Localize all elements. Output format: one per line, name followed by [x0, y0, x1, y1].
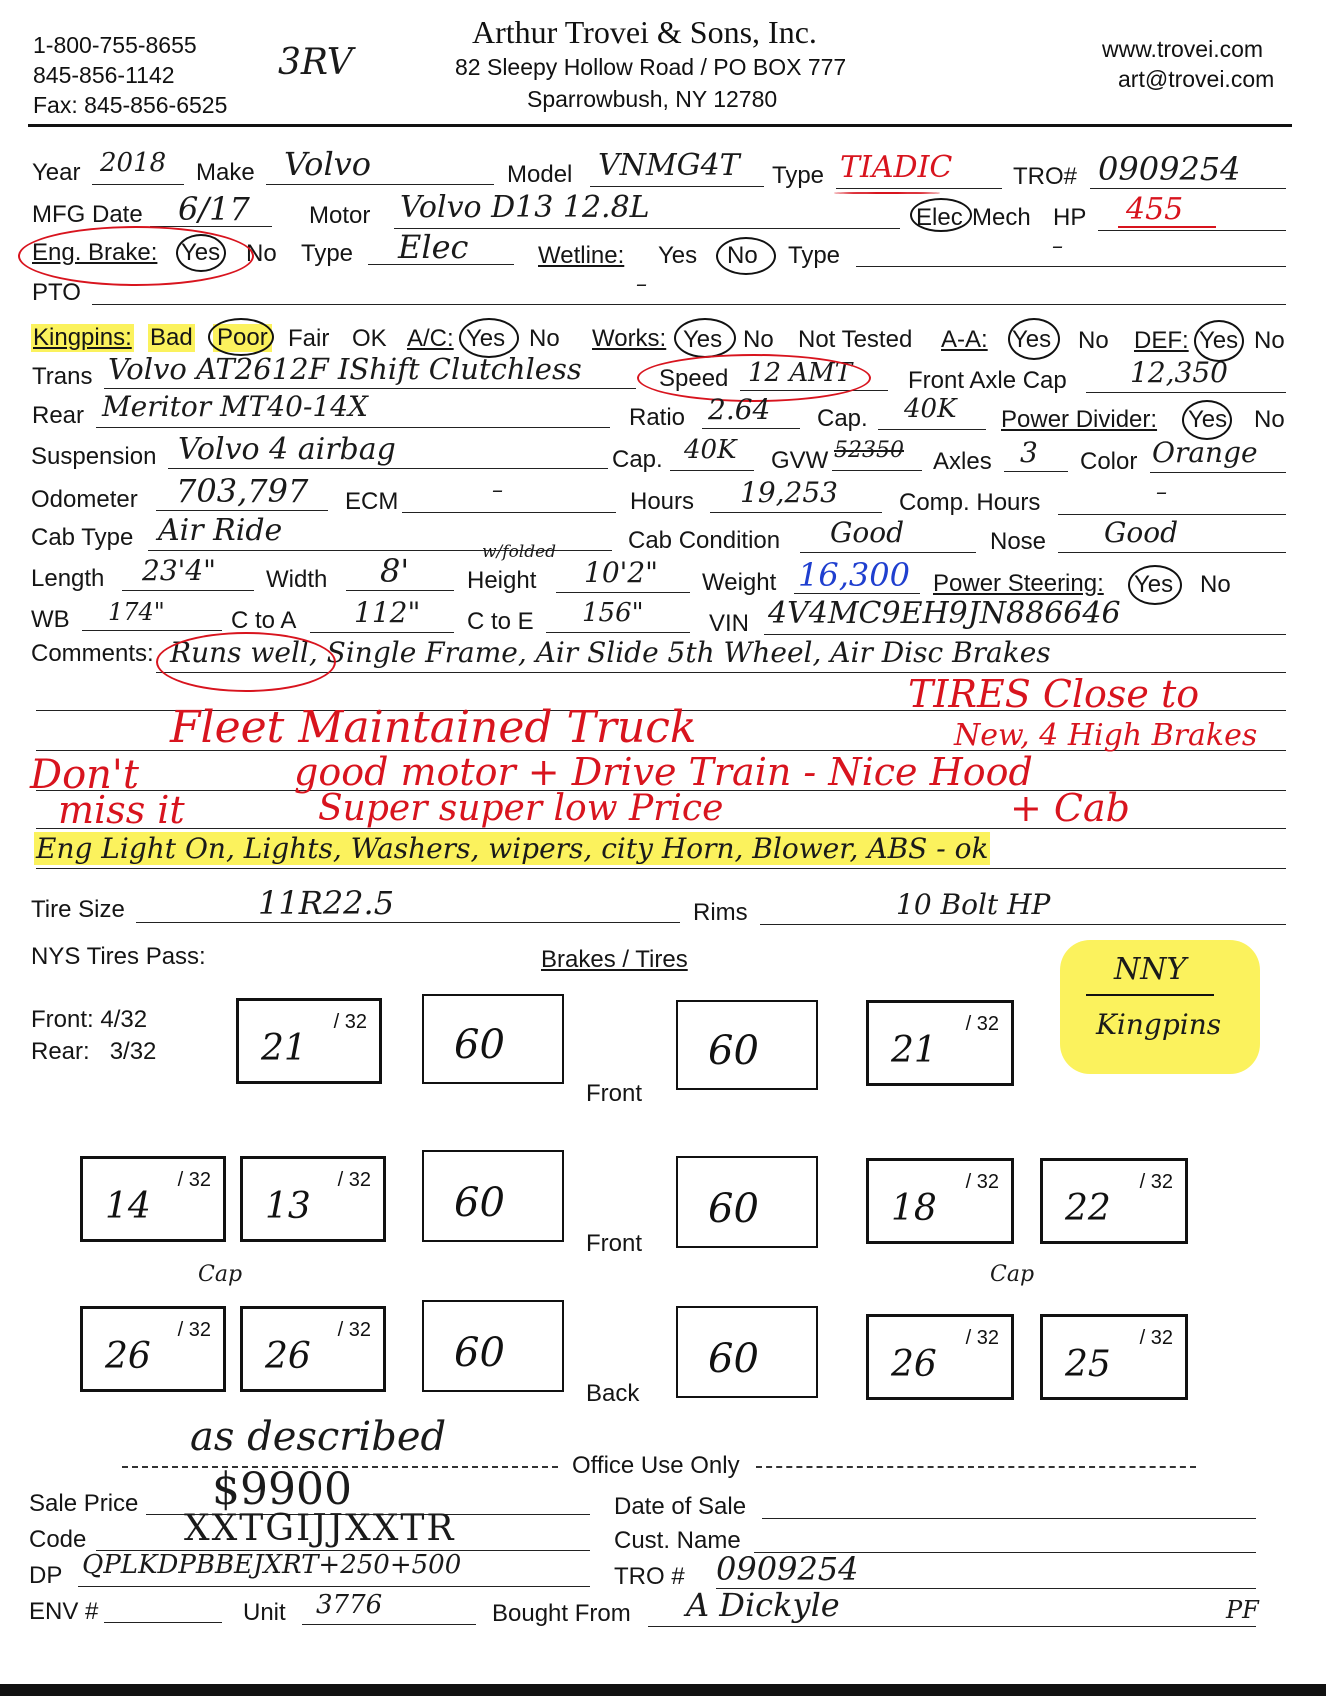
model-value[interactable]: VNMG4T [598, 148, 740, 183]
bought-from-line [648, 1626, 1256, 1627]
works-label: Works: [592, 325, 667, 352]
power-steering-no[interactable]: No [1200, 571, 1231, 598]
weight-value[interactable]: 16,300 [798, 556, 910, 594]
tro-value[interactable]: 0909254 [1098, 150, 1241, 188]
axles-label: Axles [933, 448, 992, 475]
tro-line [1090, 188, 1286, 189]
motor-value[interactable]: Volvo D13 12.8L [400, 190, 650, 225]
tire-box-r3-2[interactable]: / 32 26 [240, 1306, 386, 1392]
type-underline-mark [834, 192, 940, 194]
susp-cap-line [670, 470, 754, 471]
color-line [1150, 472, 1286, 473]
motor-line [394, 228, 900, 229]
hp-label: HP [1053, 204, 1087, 231]
height-value[interactable]: 10'2" [584, 556, 659, 589]
note-dont: Don't [30, 752, 139, 798]
aa-yes[interactable]: Yes [1012, 326, 1052, 353]
speed-value[interactable]: 12 AMT [748, 358, 853, 388]
type-line [836, 188, 1002, 189]
comp-hours-label: Comp. Hours [899, 489, 1041, 516]
phone-1: 1-800-755-8655 [33, 32, 197, 58]
def-no[interactable]: No [1254, 327, 1285, 354]
def-yes[interactable]: Yes [1199, 327, 1239, 354]
power-divider-yes[interactable]: Yes [1188, 406, 1228, 433]
env-label: ENV # [29, 1598, 99, 1625]
eng-brake-type-value[interactable]: Elec [398, 228, 469, 266]
ecm-label: ECM [345, 488, 399, 515]
office-dash-right [756, 1466, 1196, 1468]
tire-box-r2-1[interactable]: / 32 14 [80, 1156, 226, 1242]
works-not-tested[interactable]: Not Tested [798, 326, 913, 353]
hp-line [1098, 230, 1286, 231]
hours-label: Hours [630, 488, 695, 515]
odometer-line [156, 510, 328, 511]
c-to-a-line [310, 632, 454, 633]
page-bottom-edge [0, 1684, 1326, 1696]
color-value[interactable]: Orange [1152, 436, 1258, 469]
rims-value[interactable]: 10 Bolt HP [896, 888, 1051, 921]
weight-label: Weight [702, 569, 777, 596]
cust-name-label: Cust. Name [614, 1527, 741, 1554]
code-label: Code [29, 1526, 87, 1553]
eng-brake-yes[interactable]: Yes [181, 239, 221, 266]
header-divider [28, 124, 1292, 127]
kingpins-poor[interactable]: Poor [213, 324, 272, 352]
power-steering-yes-circle [1128, 565, 1182, 605]
color-label: Color [1080, 448, 1138, 475]
company-name: Arthur Trovei & Sons, Inc. [472, 14, 817, 50]
note-price: Super super low Price [318, 788, 724, 829]
kingpins-label: Kingpins: [33, 324, 132, 351]
pto-label: PTO [32, 279, 81, 306]
suspension-value[interactable]: Volvo 4 airbag [178, 432, 396, 467]
hp-underline-mark [1118, 226, 1216, 228]
wetline-no[interactable]: No [727, 242, 758, 269]
runs-well-red-circle [156, 632, 336, 692]
rims-line [760, 924, 1286, 925]
ecm-line [402, 512, 616, 513]
tire-size-value[interactable]: 11R22.5 [258, 884, 395, 922]
eng-brake-type-label: Type [301, 240, 354, 267]
nose-value[interactable]: Good [1104, 516, 1179, 549]
rear-line [96, 427, 610, 428]
comments-line-6 [36, 868, 1286, 869]
brake-box-r3-left[interactable]: 60 [422, 1300, 564, 1392]
tire-size-line [136, 922, 680, 923]
kingpins-poor-circle [208, 318, 274, 356]
initials-pf: PF [1226, 1596, 1259, 1624]
nys-tires-pass-label: NYS Tires Pass: [31, 943, 206, 970]
nny-underline [1086, 994, 1214, 996]
make-value[interactable]: Volvo [284, 145, 372, 183]
type-value[interactable]: TIADIC [840, 150, 953, 185]
c-to-e-value[interactable]: 156" [582, 598, 644, 628]
def-label: DEF: [1134, 327, 1189, 354]
tire-size-label: Tire Size [31, 896, 125, 923]
cab-condition-label: Cab Condition [628, 527, 781, 554]
aa-label: A-A: [941, 326, 988, 353]
initials-note: 3RV [278, 42, 353, 83]
motor-label: Motor [309, 202, 371, 229]
brake-box-r3-right[interactable]: 60 [676, 1306, 818, 1398]
year-line [92, 184, 184, 185]
sale-price-label: Sale Price [29, 1490, 139, 1517]
trans-label: Trans [32, 363, 93, 390]
tire-box-r2-6[interactable]: / 32 22 [1040, 1158, 1188, 1244]
note-new-brakes: New, 4 High Brakes [954, 718, 1258, 753]
c-to-a-value[interactable]: 112" [354, 596, 421, 629]
pto-value[interactable]: – [636, 272, 647, 297]
model-line [590, 186, 764, 187]
rear-value[interactable]: Meritor MT40-14X [102, 390, 368, 423]
aa-yes-circle [1008, 318, 1060, 360]
tire-box-front-left[interactable]: / 32 21 [236, 998, 382, 1084]
dp-value[interactable]: QPLKDPBBEJXRT+250+500 [82, 1550, 462, 1580]
width-line [346, 590, 454, 591]
wetline-type-label: Type [788, 242, 841, 269]
rear-cap-value[interactable]: 40K [904, 394, 957, 424]
rear-cap-label: Cap. [817, 405, 868, 432]
rear-cap-line [878, 429, 986, 430]
front-axle-cap-label: Front Axle Cap [908, 367, 1067, 394]
sale-price-value[interactable]: $9900 [212, 1464, 352, 1515]
unit-value[interactable]: 3776 [316, 1590, 383, 1620]
nny-note: NNY [1114, 952, 1187, 987]
note-cab: + Cab [1010, 786, 1130, 830]
odometer-value[interactable]: 703,797 [176, 472, 309, 510]
eng-brake-label: Eng. Brake: [32, 239, 158, 266]
c-to-e-line [546, 632, 690, 633]
row1-front-label: Front [586, 1080, 643, 1107]
power-steering-label: Power Steering: [933, 570, 1104, 597]
power-divider-no[interactable]: No [1254, 406, 1285, 433]
wetline-no-circle [716, 237, 776, 275]
code-value[interactable]: XXTGIJJXXTR [184, 1508, 456, 1549]
note-fleet: Fleet Maintained Truck [170, 702, 697, 753]
mfg-date-value[interactable]: 6/17 [178, 190, 250, 228]
wetline-type-value[interactable]: – [1052, 234, 1063, 259]
width-value[interactable]: 8' [380, 552, 410, 590]
note-tires: TIRES Close to [908, 672, 1200, 716]
make-line [266, 184, 494, 185]
tro-label: TRO# [1013, 163, 1078, 190]
unit-label: Unit [243, 1599, 286, 1626]
make-label: Make [196, 159, 255, 186]
hp-value[interactable]: 455 [1126, 192, 1184, 227]
company-address-1: 82 Sleepy Hollow Road / PO BOX 777 [455, 54, 847, 80]
cab-condition-line [800, 552, 976, 553]
rims-label: Rims [693, 899, 748, 926]
cab-condition-value[interactable]: Good [830, 516, 905, 549]
dp-line [78, 1586, 590, 1587]
nny-kingpins: Kingpins [1096, 1008, 1222, 1041]
tire-box-r3-5[interactable]: / 32 26 [866, 1314, 1014, 1400]
wb-value[interactable]: 174" [108, 598, 165, 626]
susp-cap-value[interactable]: 40K [684, 435, 737, 465]
gvw-line [832, 470, 922, 471]
height-line [556, 592, 690, 593]
vin-line [764, 634, 1286, 635]
works-no[interactable]: No [743, 326, 774, 353]
wetline-type-line [856, 266, 1286, 267]
mfg-date-label: MFG Date [32, 201, 143, 228]
vin-label: VIN [709, 610, 750, 637]
tire-box-r3-1[interactable]: / 32 26 [80, 1306, 226, 1392]
kingpins-fair[interactable]: Fair [288, 325, 330, 352]
front-requirement: Front: 4/32 [31, 1006, 148, 1033]
company-website: www.trovei.com [1102, 36, 1264, 62]
hours-value[interactable]: 19,253 [740, 476, 838, 509]
comments-last-value[interactable]: Eng Light On, Lights, Washers, wipers, city Horn, Blower, ABS - ok [36, 832, 989, 865]
phone-2: 845-856-1142 [33, 62, 175, 88]
type-label: Type [772, 162, 825, 189]
power-divider-yes-circle [1182, 400, 1232, 440]
power-divider-label: Power Divider: [1001, 406, 1158, 433]
ratio-line [702, 428, 800, 429]
suspension-line [168, 468, 608, 469]
tro-num-label: TRO # [614, 1563, 685, 1590]
company-email: art@trovei.com [1118, 66, 1275, 92]
c-to-e-label: C to E [467, 608, 534, 635]
cab-type-label: Cab Type [31, 524, 134, 551]
brake-box-front-right[interactable]: 60 [676, 1000, 818, 1090]
vin-value[interactable]: 4V4MC9EH9JN886646 [768, 596, 1121, 631]
eng-brake-red-circle [18, 226, 254, 286]
suspension-label: Suspension [31, 443, 157, 470]
rear-label: Rear [32, 402, 85, 429]
wb-line [82, 630, 222, 631]
tro-num-value[interactable]: 0909254 [716, 1550, 859, 1588]
comments-label: Comments: [31, 640, 154, 667]
year-value[interactable]: 2018 [100, 148, 167, 178]
gvw-label: GVW [771, 447, 829, 474]
brake-box-r2-left[interactable]: 60 [422, 1150, 564, 1242]
tire-box-r3-6[interactable]: / 32 25 [1040, 1314, 1188, 1400]
as-described-note: as described [190, 1414, 447, 1460]
tire-box-r2-2[interactable]: / 32 13 [240, 1156, 386, 1242]
fax: Fax: 845-856-6525 [33, 92, 228, 118]
gvw-value[interactable]: 52350 [834, 438, 904, 463]
nose-label: Nose [990, 528, 1047, 555]
trans-line [104, 388, 636, 389]
year-label: Year [32, 159, 81, 186]
power-steering-yes[interactable]: Yes [1134, 571, 1174, 598]
ac-no[interactable]: No [529, 325, 560, 352]
elec-option[interactable]: Elec [916, 204, 963, 231]
bought-from-value[interactable]: A Dickyle [686, 1586, 840, 1624]
ratio-label: Ratio [629, 404, 686, 431]
wetline-yes[interactable]: Yes [658, 242, 698, 269]
brake-box-front-left[interactable]: 60 [422, 994, 564, 1084]
nose-line [1058, 552, 1286, 553]
aa-no[interactable]: No [1078, 327, 1109, 354]
c-to-a-label: C to A [231, 607, 297, 634]
tire-box-front-right[interactable]: / 32 21 [866, 1000, 1014, 1086]
ac-label: A/C: [407, 325, 454, 352]
height-note: w/folded [482, 542, 557, 562]
date-of-sale-line [762, 1518, 1256, 1519]
elec-circle [910, 198, 972, 232]
susp-cap-label: Cap. [612, 446, 663, 473]
comp-hours-value[interactable]: – [1156, 480, 1167, 505]
speed-label: Speed [659, 365, 729, 392]
brakes-tires-label: Brakes / Tires [541, 946, 688, 973]
date-of-sale-label: Date of Sale [614, 1493, 747, 1520]
wb-label: WB [31, 606, 70, 633]
length-value[interactable]: 23'4" [142, 554, 217, 587]
eng-brake-no[interactable]: No [246, 240, 277, 267]
bought-from-label: Bought From [492, 1600, 631, 1627]
office-use-label: Office Use Only [572, 1452, 740, 1479]
unit-line [302, 1624, 476, 1625]
note-miss: miss it [58, 788, 185, 832]
env-line [104, 1622, 222, 1623]
width-label: Width [266, 566, 328, 593]
comp-hours-line [1058, 514, 1286, 515]
row3-back-label: Back [586, 1380, 640, 1407]
pto-line [92, 304, 1286, 305]
brake-box-r2-right[interactable]: 60 [676, 1156, 818, 1248]
cab-type-value[interactable]: Air Ride [158, 513, 283, 548]
ecm-value[interactable]: – [492, 478, 503, 503]
front-axle-cap-line [1086, 392, 1286, 393]
works-yes[interactable]: Yes [683, 326, 723, 353]
tire-box-r2-5[interactable]: / 32 18 [866, 1158, 1014, 1244]
ratio-value[interactable]: 2.64 [708, 393, 771, 426]
length-label: Length [31, 565, 105, 592]
length-line [122, 590, 254, 591]
axles-line [1004, 471, 1068, 472]
axles-value[interactable]: 3 [1020, 436, 1038, 469]
odometer-label: Odometer [31, 486, 138, 513]
kingpins-ok[interactable]: OK [352, 325, 387, 352]
comments-line-1-value[interactable]: Runs well, Single Frame, Air Slide 5th Wheel, Air Disc Brakes [170, 636, 1051, 669]
model-label: Model [507, 161, 573, 188]
trans-value[interactable]: Volvo AT2612F IShift Clutchless [108, 352, 582, 386]
height-label: Height [467, 567, 537, 594]
company-address-2: Sparrowbush, NY 12780 [527, 86, 778, 112]
rear-requirement: Rear: 3/32 [31, 1038, 157, 1065]
cap-note-right: Cap [990, 1262, 1035, 1287]
works-yes-circle [674, 318, 736, 358]
mech-option[interactable]: Mech [972, 204, 1031, 231]
kingpins-bad[interactable]: Bad [150, 324, 193, 351]
row2-front-label: Front [586, 1230, 643, 1257]
front-axle-cap-value[interactable]: 12,350 [1130, 356, 1228, 389]
dp-label: DP [29, 1562, 63, 1589]
ac-yes[interactable]: Yes [466, 325, 506, 352]
note-motor: good motor + Drive Train - Nice Hood [294, 750, 1033, 794]
cap-note-left: Cap [198, 1262, 243, 1287]
wetline-label: Wetline: [538, 242, 625, 269]
hours-line [710, 512, 882, 513]
